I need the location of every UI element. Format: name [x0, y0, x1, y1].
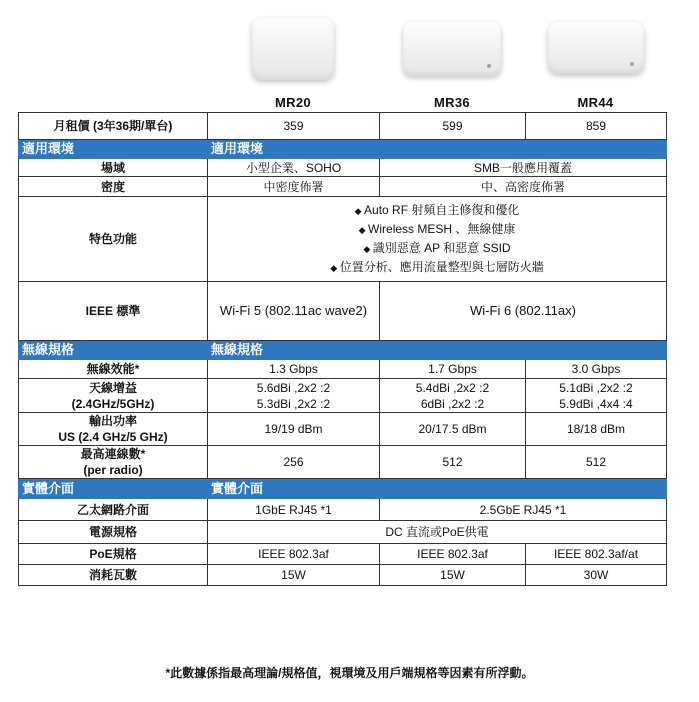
throughput-mr20: 1.3 Gbps [208, 360, 380, 379]
density-label: 密度 [19, 177, 208, 197]
rent-label: 月租價 (3年36期/單台) [19, 113, 208, 140]
table-row [19, 413, 667, 446]
power-mr36: 20/17.5 dBm [380, 413, 526, 446]
status-led-icon [630, 62, 634, 66]
product-mr36 [379, 0, 525, 112]
antenna-mr44 [526, 379, 667, 413]
density-mr36-mr44: 中、高密度佈署 [380, 177, 667, 197]
throughput-mr44: 3.0 Gbps [526, 360, 667, 379]
ieee-mr36-mr44: Wi-Fi 6 (802.11ax) [380, 282, 667, 341]
watts-mr36: 15W [380, 565, 526, 586]
rent-mr44: 859 [526, 113, 667, 140]
power-label [19, 413, 208, 446]
section-label: 適用環境 [19, 140, 208, 159]
section-label: 實體介面 [208, 479, 667, 499]
feature-item: ◆ Wireless MESH 、無線健康 [212, 220, 662, 239]
site-mr36-mr44: SMB一般應用覆蓋 [380, 159, 667, 177]
table-row [19, 446, 667, 479]
ieee-label: IEEE 標準 [19, 282, 208, 341]
section-header-wireless [19, 341, 667, 360]
poe-mr44: IEEE 802.3af/at [526, 544, 667, 565]
antenna-mr36 [380, 379, 526, 413]
antenna-5ghz: 5.9dBi ,4x4 :4 [559, 396, 633, 411]
section-label: 適用環境 [208, 140, 667, 159]
watts-mr20: 15W [208, 565, 380, 586]
section-header-hardware [19, 479, 667, 499]
ethernet-label: 乙太網路介面 [19, 499, 208, 521]
power-label-line1: 輸出功率 [88, 414, 137, 428]
footnote: *此數據係指最高理論/規格值，視環境及用戶端規格等因素有所浮動。 [165, 666, 534, 680]
rent-mr36: 599 [380, 113, 526, 140]
section-label: 無線規格 [19, 341, 208, 360]
product-name-mr36: MR36 [434, 95, 470, 110]
feature-item: ◆ Auto RF 射頻自主修復和優化 [212, 201, 662, 220]
antenna-mr20 [208, 379, 380, 413]
power-mr44: 18/18 dBm [526, 413, 667, 446]
antenna-24ghz: 5.1dBi ,2x2 :2 [559, 380, 633, 395]
section-header-env [19, 140, 667, 159]
status-led-icon [487, 64, 491, 68]
antenna-label-line2: (2.4GHz/5GHz) [71, 396, 155, 411]
table-row [19, 521, 667, 544]
clients-label-line1: 最高連線數* [80, 447, 146, 461]
density-mr20: 中密度佈署 [208, 177, 380, 197]
poe-label: PoE規格 [19, 544, 208, 565]
table-row [19, 565, 667, 586]
feature-item: ◆ 位置分析、應用流量整型與七層防火牆 [212, 258, 662, 277]
ethernet-mr36-mr44: 2.5GbE RJ45 *1 [380, 499, 667, 521]
features-list [208, 197, 667, 282]
table-row [19, 282, 667, 341]
clients-mr44: 512 [526, 446, 667, 479]
psu-value: DC 直流或PoE供電 [208, 521, 667, 544]
mr36-device-image [403, 22, 501, 76]
throughput-mr36: 1.7 Gbps [380, 360, 526, 379]
clients-mr20: 256 [208, 446, 380, 479]
table-row [19, 177, 667, 197]
site-label: 場域 [19, 159, 208, 177]
table-row [19, 499, 667, 521]
antenna-label-line1: 天線增益 [88, 380, 137, 395]
clients-label-line2: (per radio) [83, 463, 143, 477]
table-row [19, 197, 667, 282]
watts-label: 消耗瓦數 [19, 565, 208, 586]
product-name-mr20: MR20 [275, 95, 311, 110]
throughput-label: 無線效能* [19, 360, 208, 379]
mr20-device-image [252, 18, 334, 80]
features-label: 特色功能 [19, 197, 208, 282]
poe-mr20: IEEE 802.3af [208, 544, 380, 565]
clients-label [19, 446, 208, 479]
poe-mr36: IEEE 802.3af [380, 544, 526, 565]
antenna-24ghz: 5.6dBi ,2x2 :2 [256, 380, 331, 395]
site-mr20: 小型企業、SOHO [208, 159, 380, 177]
antenna-5ghz: 6dBi ,2x2 :2 [420, 396, 485, 411]
antenna-5ghz: 5.3dBi ,2x2 :2 [256, 396, 331, 411]
psu-label: 電源規格 [19, 521, 208, 544]
ieee-mr20: Wi-Fi 5 (802.11ac wave2) [208, 282, 380, 341]
comparison-table [18, 112, 667, 586]
power-label-line2: US (2.4 GHz/5 GHz) [58, 430, 168, 444]
table-row [19, 159, 667, 177]
clients-mr36: 512 [380, 446, 526, 479]
section-label: 實體介面 [19, 479, 208, 499]
antenna-label [19, 379, 208, 413]
product-name-mr44: MR44 [577, 95, 614, 110]
feature-item: ◆ 識別惡意 AP 和惡意 SSID [212, 239, 662, 258]
section-label: 無線規格 [208, 341, 667, 360]
ethernet-mr20: 1GbE RJ45 *1 [208, 499, 380, 521]
product-mr20 [207, 0, 379, 112]
mr44-device-image [548, 22, 644, 74]
product-mr44 [525, 0, 666, 112]
table-row [19, 544, 667, 565]
table-row [19, 379, 667, 413]
table-row [19, 360, 667, 379]
rent-mr20: 359 [208, 113, 380, 140]
table-row [19, 113, 667, 140]
power-mr20: 19/19 dBm [208, 413, 380, 446]
watts-mr44: 30W [526, 565, 667, 586]
antenna-24ghz: 5.4dBi ,2x2 :2 [415, 380, 490, 395]
